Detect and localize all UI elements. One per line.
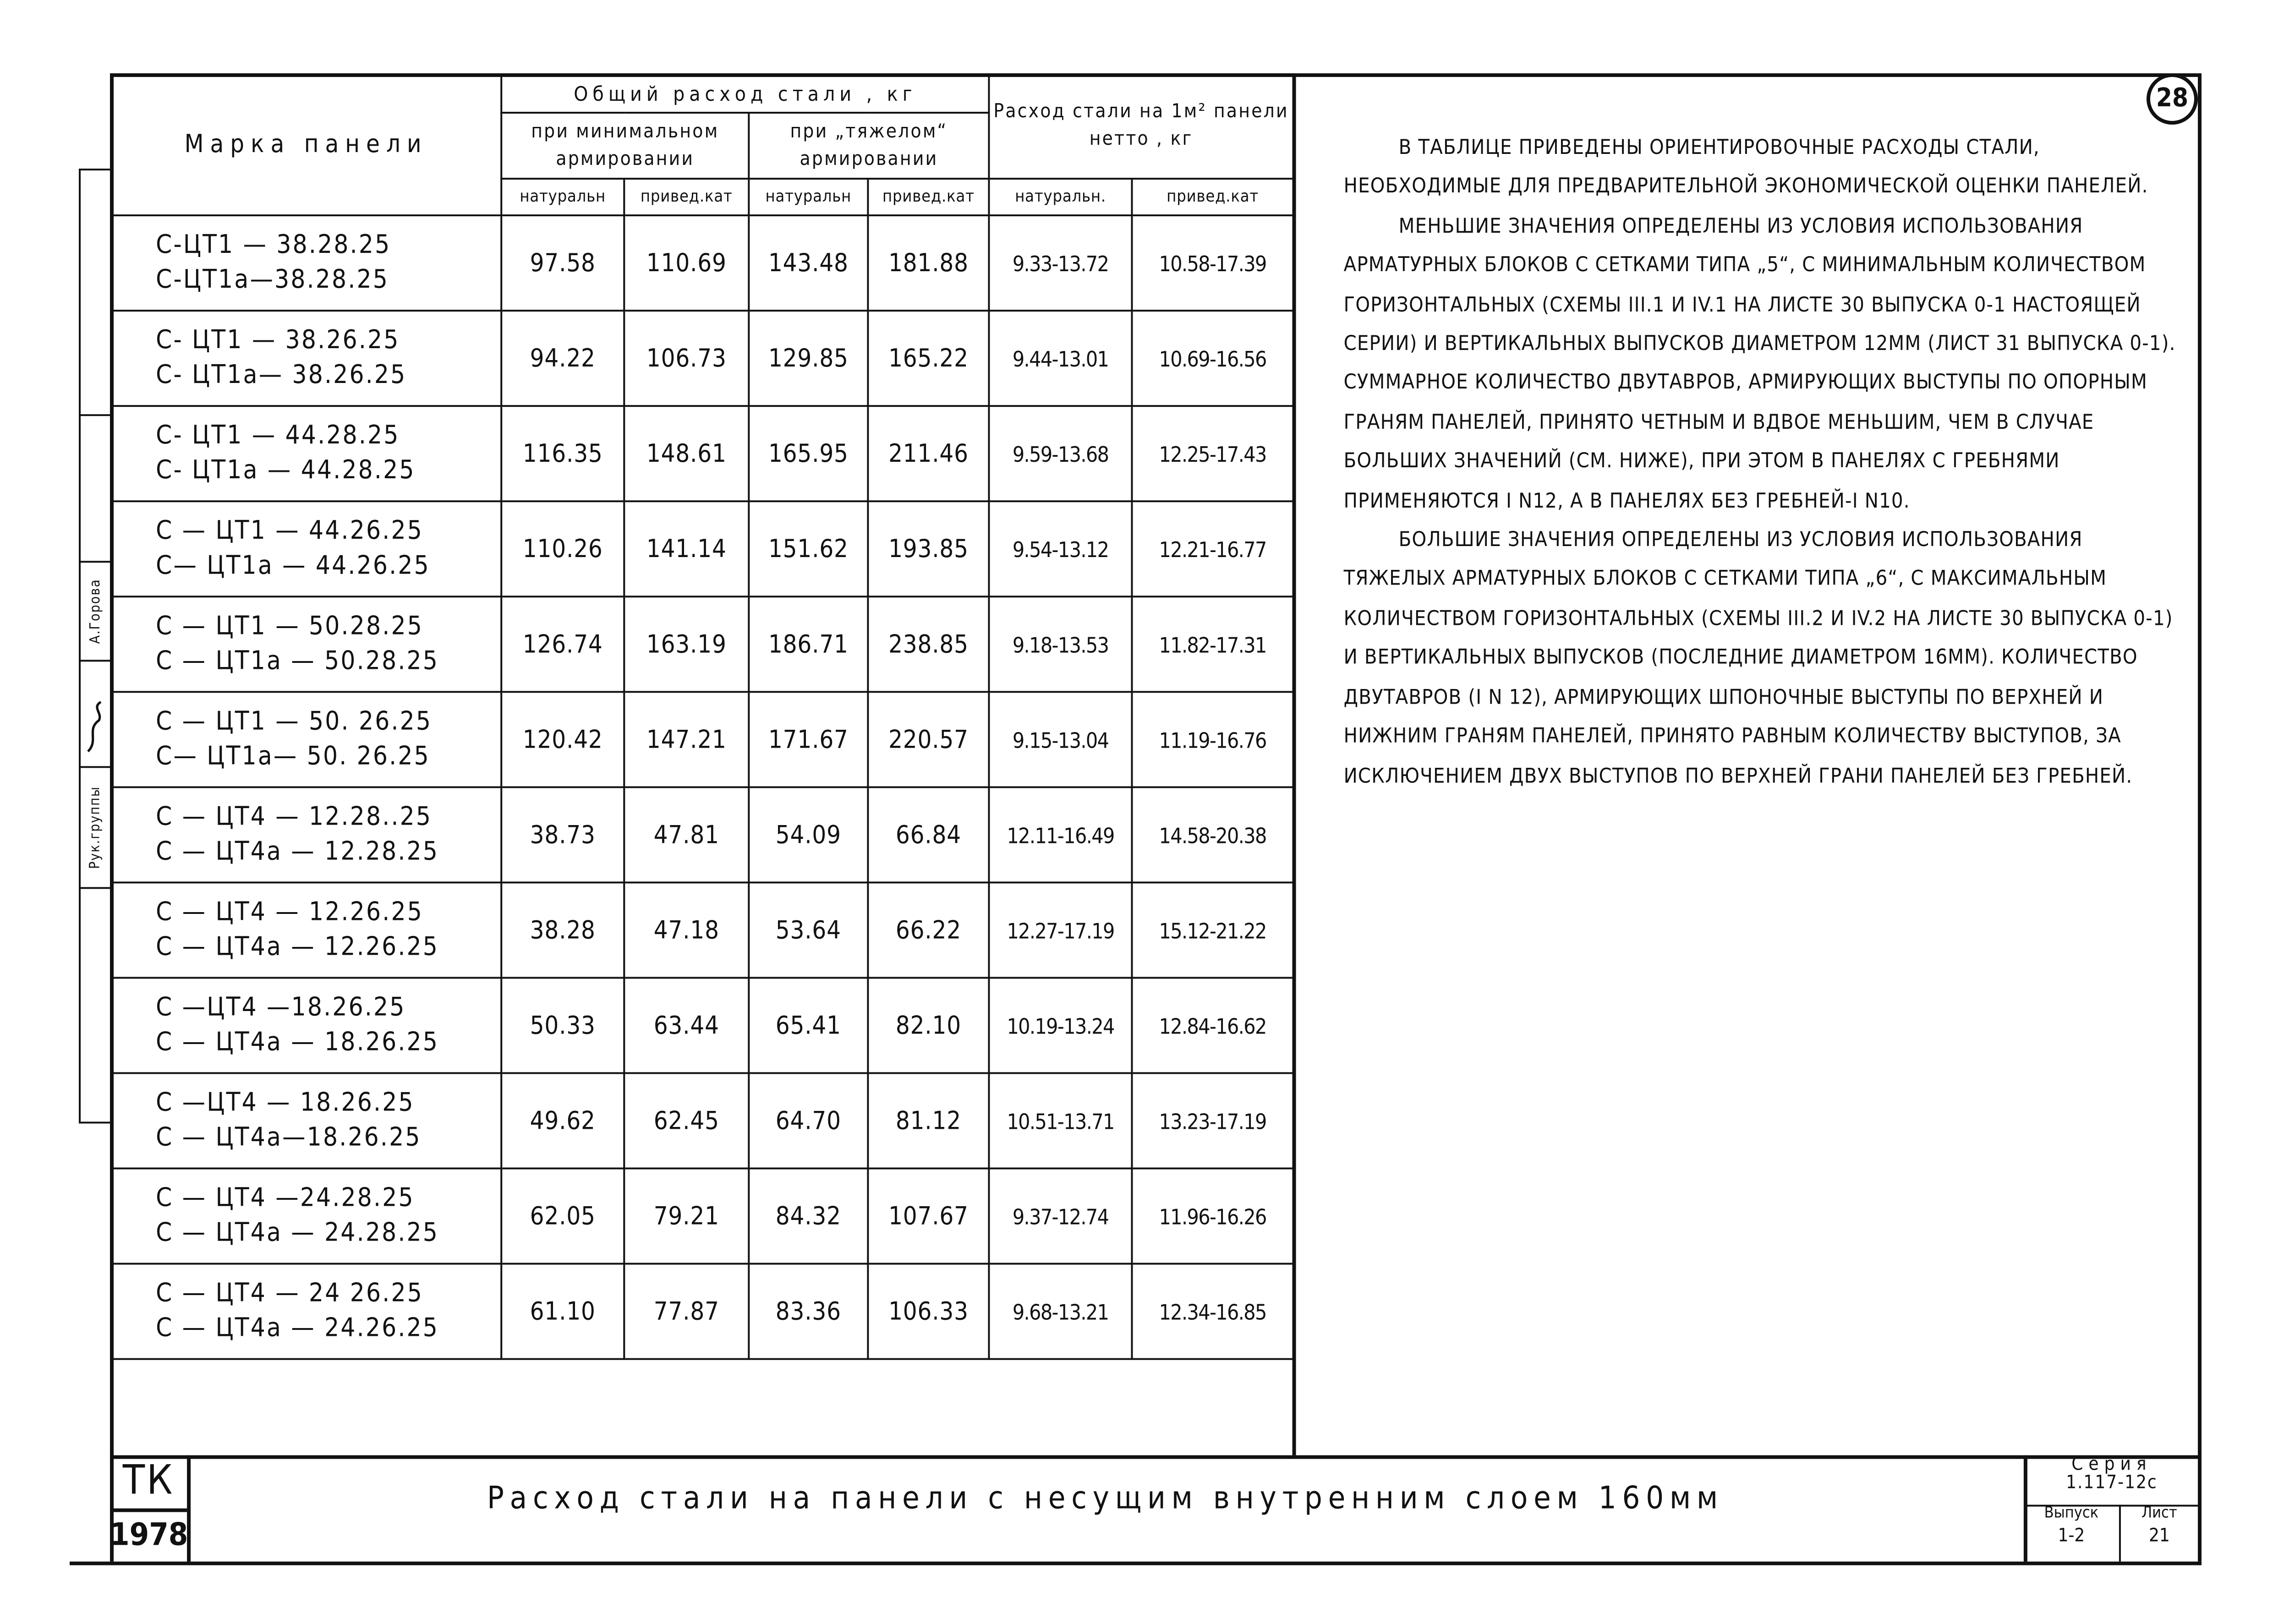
min-reduced-value: 47.81 <box>624 787 749 882</box>
table-row <box>111 501 1293 596</box>
heavy-reduced-value: 220.57 <box>868 692 989 787</box>
min-natural-value: 38.73 <box>501 787 624 882</box>
signature-mark <box>82 696 108 759</box>
heavy-reduced-value: 66.22 <box>868 882 989 978</box>
panel-mark-cell: С —ЦТ4 —18.26.25 С — ЦТ4а — 18.26.25 <box>111 978 501 1073</box>
m2-natural-range: 9.59-13.68 <box>989 406 1132 501</box>
min-natural-value: 94.22 <box>501 311 624 406</box>
panel-mark-cell: С-ЦТ1 — 38.28.25 С-ЦТ1а—38.28.25 <box>111 215 501 311</box>
m2-reduced-range: 11.19-16.76 <box>1132 692 1293 787</box>
side-stamp-name: А.Горова <box>87 578 104 643</box>
m2-natural-range: 10.19-13.24 <box>989 978 1132 1073</box>
table-row <box>111 1169 1293 1264</box>
heavy-natural-value: 65.41 <box>749 978 868 1073</box>
heavy-natural-value: 151.62 <box>749 501 868 596</box>
table-row <box>111 692 1293 787</box>
heavy-reduced-value: 165.22 <box>868 311 989 406</box>
table-row <box>111 1264 1293 1359</box>
note-paragraph-1: В ТАБЛИЦЕ ПРИВЕДЕНЫ ОРИЕНТИРОВОЧНЫЕ РАСХОДЫ СТАЛИ, НЕОБХОДИМЫЕ ДЛЯ ПРЕДВАРИТЕЛЬНОЙ ЭКОНОМИЧЕСКОЙ ОЦЕНКИ ПАНЕЛЕЙ. <box>1343 136 2148 199</box>
table-row <box>111 787 1293 882</box>
table-row <box>111 311 1293 406</box>
min-natural-value: 126.74 <box>501 596 624 692</box>
page-number: 28 <box>2147 73 2198 125</box>
m2-reduced-range: 10.58-17.39 <box>1132 215 1293 311</box>
min-reduced-value: 63.44 <box>624 978 749 1073</box>
m2-natural-range: 12.11-16.49 <box>989 787 1132 882</box>
m2-natural-range: 9.44-13.01 <box>989 311 1132 406</box>
min-natural-value: 97.58 <box>501 215 624 311</box>
m2-natural-range: 9.54-13.12 <box>989 501 1132 596</box>
heavy-reduced-value: 107.67 <box>868 1169 989 1264</box>
panel-mark-cell: С — ЦТ4 — 12.28..25 С — ЦТ4а — 12.28.25 <box>111 787 501 882</box>
stamp-org-code: ТК <box>122 1459 175 1505</box>
m2-natural-range: 9.68-13.21 <box>989 1264 1132 1359</box>
table-row <box>111 406 1293 501</box>
header-min-reduced: привед.кат <box>624 179 749 215</box>
header-total-consumption: Общий расход стали , кг <box>501 74 989 113</box>
table-row <box>111 1073 1293 1168</box>
issue-value: 1-2 <box>2058 1526 2085 1547</box>
heavy-natural-value: 54.09 <box>749 787 868 882</box>
series-box <box>2024 1455 2200 1562</box>
heavy-natural-value: 84.32 <box>749 1169 868 1264</box>
heavy-natural-value: 165.95 <box>749 406 868 501</box>
min-natural-value: 38.28 <box>501 882 624 978</box>
steel-consumption-table <box>110 73 1294 1360</box>
issue-label: Выпуск <box>2044 1504 2099 1523</box>
heavy-reduced-value: 193.85 <box>868 501 989 596</box>
min-reduced-value: 163.19 <box>624 596 749 692</box>
stamp-year: 1978 <box>110 1517 188 1554</box>
panel-mark-cell: С — ЦТ1 — 50.28.25 С — ЦТ1а — 50.28.25 <box>111 596 501 692</box>
explanatory-notes <box>1344 128 2191 795</box>
m2-reduced-range: 12.84-16.62 <box>1132 978 1293 1073</box>
heavy-reduced-value: 81.12 <box>868 1073 989 1168</box>
frame-bottom-line <box>70 1562 2202 1565</box>
min-reduced-value: 77.87 <box>624 1264 749 1359</box>
panel-mark-cell: С- ЦТ1 — 38.26.25 С- ЦТ1а— 38.26.25 <box>111 311 501 406</box>
min-natural-value: 49.62 <box>501 1073 624 1168</box>
heavy-reduced-value: 211.46 <box>868 406 989 501</box>
panel-mark-cell: С — ЦТ1 — 44.26.25 С— ЦТ1а — 44.26.25 <box>111 501 501 596</box>
m2-reduced-range: 13.23-17.19 <box>1132 1073 1293 1168</box>
header-m2-natural: натуральн. <box>989 179 1132 215</box>
header-heavy-reinforcement: при „тяжелом“ армировании <box>749 113 989 179</box>
heavy-natural-value: 171.67 <box>749 692 868 787</box>
m2-natural-range: 9.33-13.72 <box>989 215 1132 311</box>
m2-reduced-range: 12.34-16.85 <box>1132 1264 1293 1359</box>
m2-reduced-range: 15.12-21.22 <box>1132 882 1293 978</box>
header-min-reinforcement: при минимальном армировании <box>501 113 749 179</box>
header-per-m2: Расход стали на 1м² панели нетто , кг <box>989 74 1293 179</box>
heavy-reduced-value: 238.85 <box>868 596 989 692</box>
header-m2-reduced: привед.кат <box>1132 179 1293 215</box>
m2-reduced-range: 10.69-16.56 <box>1132 311 1293 406</box>
min-reduced-value: 79.21 <box>624 1169 749 1264</box>
min-reduced-value: 47.18 <box>624 882 749 978</box>
heavy-reduced-value: 181.88 <box>868 215 989 311</box>
min-reduced-value: 148.61 <box>624 406 749 501</box>
panel-mark-cell: С — ЦТ4 —24.28.25 С — ЦТ4а — 24.28.25 <box>111 1169 501 1264</box>
min-reduced-value: 62.45 <box>624 1073 749 1168</box>
panel-mark-cell: С — ЦТ1 — 50. 26.25 С— ЦТ1а— 50. 26.25 <box>111 692 501 787</box>
panel-mark-cell: С —ЦТ4 — 18.26.25 С — ЦТ4а—18.26.25 <box>111 1073 501 1168</box>
header-heavy-natural: натуральн <box>749 179 868 215</box>
m2-reduced-range: 12.21-16.77 <box>1132 501 1293 596</box>
m2-reduced-range: 11.96-16.26 <box>1132 1169 1293 1264</box>
sheet-title: Расход стали на панели с несущим внутренним слоем 160мм <box>487 1481 1724 1518</box>
min-natural-value: 120.42 <box>501 692 624 787</box>
heavy-reduced-value: 82.10 <box>868 978 989 1073</box>
heavy-natural-value: 53.64 <box>749 882 868 978</box>
table-row <box>111 215 1293 311</box>
min-reduced-value: 147.21 <box>624 692 749 787</box>
table-row <box>111 882 1293 978</box>
stamp-organization <box>110 1455 187 1562</box>
heavy-reduced-value: 106.33 <box>868 1264 989 1359</box>
table-row <box>111 978 1293 1073</box>
header-panel-mark: Марка панели <box>111 74 501 215</box>
min-reduced-value: 110.69 <box>624 215 749 311</box>
min-natural-value: 50.33 <box>501 978 624 1073</box>
panel-mark-cell: С- ЦТ1 — 44.28.25 С- ЦТ1а — 44.28.25 <box>111 406 501 501</box>
m2-natural-range: 10.51-13.71 <box>989 1073 1132 1168</box>
min-reduced-value: 106.73 <box>624 311 749 406</box>
min-natural-value: 61.10 <box>501 1264 624 1359</box>
panel-mark-cell: С — ЦТ4 — 24 26.25 С — ЦТ4а — 24.26.25 <box>111 1264 501 1359</box>
header-min-natural: натуральн <box>501 179 624 215</box>
heavy-reduced-value: 66.84 <box>868 787 989 882</box>
min-natural-value: 110.26 <box>501 501 624 596</box>
frame-right-line <box>2198 73 2202 1562</box>
m2-reduced-range: 12.25-17.43 <box>1132 406 1293 501</box>
header-heavy-reduced: привед.кат <box>868 179 989 215</box>
stamp-top-line <box>110 1455 2202 1459</box>
m2-reduced-range: 14.58-20.38 <box>1132 787 1293 882</box>
heavy-natural-value: 186.71 <box>749 596 868 692</box>
sheet-label: Лист <box>2142 1504 2177 1523</box>
m2-natural-range: 9.15-13.04 <box>989 692 1132 787</box>
note-paragraph-3: БОЛЬШИЕ ЗНАЧЕНИЯ ОПРЕДЕЛЕНЫ ИЗ УСЛОВИЯ ИСПОЛЬЗОВАНИЯ ТЯЖЕЛЫХ АРМАТУРНЫХ БЛОКОВ С СЕТКАМИ ТИПА „6“, С МАКСИМАЛЬНЫМ КОЛИЧЕСТВОМ ГОРИЗОНТАЛЬНЫХ (СХЕМЫ III.2 И IV.2 НА ЛИСТЕ 30 ВЫПУСКА 0-1) И ВЕРТИКАЛЬНЫХ ВЫПУСКОВ (ПОСЛЕДНИЕ ДИАМЕТРОМ 16ММ). КОЛИЧЕСТВО ДВУТАВРОВ (I N 12), АРМИРУЮЩИХ ШПОНОЧНЫЕ ВЫСТУПЫ ПО ВЕРХНЕЙ И НИЖНИМ ГРАНЯМ ПАНЕЛЕЙ, ПРИНЯТО РАВНЫМ КОЛИЧЕСТВУ ВЫСТУПОВ, ЗА ИСКЛЮЧЕНИЕМ ДВУХ ВЫСТУПОВ ПО ВЕРХНЕЙ ГРАНИ ПАНЕЛЕЙ БЕЗ ГРЕБНЕЙ. <box>1343 528 2173 787</box>
side-stamp-role: Рук.группы <box>87 785 104 868</box>
table-row <box>111 596 1293 692</box>
panel-mark-cell: С — ЦТ4 — 12.26.25 С — ЦТ4а — 12.26.25 <box>111 882 501 978</box>
m2-natural-range: 9.18-13.53 <box>989 596 1132 692</box>
min-natural-value: 62.05 <box>501 1169 624 1264</box>
m2-natural-range: 12.27-17.19 <box>989 882 1132 978</box>
note-paragraph-2: МЕНЬШИЕ ЗНАЧЕНИЯ ОПРЕДЕЛЕНЫ ИЗ УСЛОВИЯ ИСПОЛЬЗОВАНИЯ АРМАТУРНЫХ БЛОКОВ С СЕТКАМИ ТИПА „5“, С МИНИМАЛЬНЫМ КОЛИЧЕСТВОМ ГОРИЗОНТАЛЬНЫХ (СХЕМЫ III.1 И IV.1 НА ЛИСТЕ 30 ВЫПУСКА 0-1 НАСТОЯЩЕЙ СЕРИИ) И ВЕРТИКАЛЬНЫХ ВЫПУСКОВ ДИАМЕТРОМ 12ММ (ЛИСТ 31 ВЫПУСКА 0-1). СУММАРНОЕ КОЛИЧЕСТВО ДВУТАВРОВ, АРМИРУЮЩИХ ВЫСТУПЫ ПО ОПОРНЫМ ГРАНЯМ ПАНЕЛЕЙ, ПРИНЯТО ЧЕТНЫМ И ВДВОЕ МЕНЬШИМ, ЧЕМ В СЛУЧАЕ БОЛЬШИХ ЗНАЧЕНИЙ (СМ. НИЖЕ), ПРИ ЭТОМ В ПАНЕЛЯХ С ГРЕБНЯМИ ПРИМЕНЯЮТСЯ I N12, А В ПАНЕЛЯХ БЕЗ ГРЕБНЕЙ-I N10. <box>1343 214 2176 513</box>
heavy-natural-value: 129.85 <box>749 311 868 406</box>
heavy-natural-value: 64.70 <box>749 1073 868 1168</box>
min-reduced-value: 141.14 <box>624 501 749 596</box>
min-natural-value: 116.35 <box>501 406 624 501</box>
sheet-value: 21 <box>2149 1526 2170 1547</box>
heavy-natural-value: 83.36 <box>749 1264 868 1359</box>
m2-reduced-range: 11.82-17.31 <box>1132 596 1293 692</box>
series-value: 1.117-12с <box>2066 1473 2158 1494</box>
series-label: Серия <box>2071 1455 2152 1476</box>
m2-natural-range: 9.37-12.74 <box>989 1169 1132 1264</box>
heavy-natural-value: 143.48 <box>749 215 868 311</box>
